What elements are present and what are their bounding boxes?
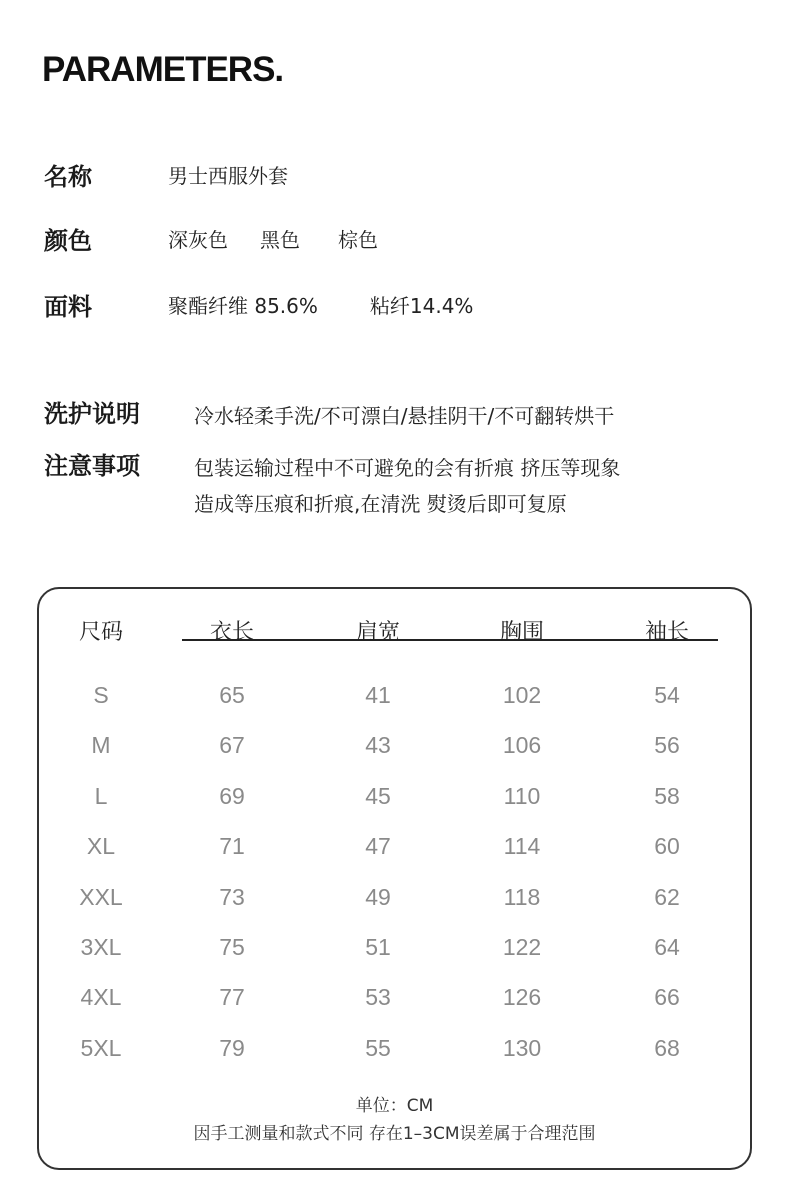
cell-size: 3XL (80, 934, 122, 960)
param-values-color (168, 224, 378, 253)
unit-note: 单位：CM (355, 1096, 434, 1116)
color-value-black: 黑色 (260, 227, 300, 252)
cell-size: XXL (79, 883, 123, 910)
cell-size: 5XL (80, 1034, 122, 1061)
page-title: PARAMETERS. (42, 50, 284, 89)
param-label-fabric: 面料 (44, 292, 92, 321)
header-chest: 胸围 (499, 620, 544, 645)
notice-line: 造成等压痕和折痕,在清洗 熨烫后即可复原 (194, 492, 567, 516)
care-line: 冷水轻柔手洗/不可漂白/悬挂阴干/不可翻转烘干 (194, 404, 615, 428)
cell-length: 75 (219, 934, 245, 960)
fabric-value-polyester: 聚酯纤维 85.6% (168, 293, 318, 318)
cell-shoulder: 43 (365, 732, 391, 759)
cell-length: 69 (219, 782, 245, 809)
cell-sleeve: 58 (654, 782, 680, 809)
cell-shoulder: 51 (365, 934, 391, 960)
cell-sleeve: 64 (654, 934, 680, 960)
cell-length: 71 (219, 833, 245, 860)
cell-size: M (91, 732, 111, 759)
cell-sleeve: 66 (654, 984, 680, 1011)
cell-sleeve: 60 (654, 833, 680, 860)
cell-sleeve: 62 (654, 883, 680, 910)
cell-size: XL (86, 833, 116, 860)
fabric-value-viscose: 粘纤14.4% (369, 293, 474, 318)
cell-size: L (94, 782, 108, 809)
param-label-name: 名称 (44, 162, 92, 191)
param-row-fabric (44, 284, 473, 324)
param-row-name (44, 154, 288, 194)
param-label-color: 颜色 (44, 226, 92, 255)
cell-shoulder: 55 (365, 1034, 391, 1061)
cell-shoulder: 49 (365, 883, 391, 910)
cell-length: 77 (219, 984, 245, 1011)
param-row-color (44, 218, 378, 258)
tolerance-note: 因手工测量和款式不同 存在1–3CM误差属于合理范围 (193, 1124, 596, 1144)
cell-chest: 102 (502, 682, 542, 708)
care-label: 洗护说明 (44, 400, 140, 428)
param-values-name (168, 160, 288, 189)
cell-shoulder: 53 (365, 984, 391, 1011)
cell-chest: 114 (503, 833, 541, 860)
cell-chest: 122 (502, 934, 542, 960)
cell-chest: 118 (503, 883, 541, 910)
cell-length: 73 (219, 883, 245, 910)
color-value-dark-gray: 深灰色 (168, 227, 228, 252)
notice-line: 包装运输过程中不可避免的会有折痕 挤压等现象 (194, 456, 621, 480)
notice-label: 注意事项 (44, 452, 140, 480)
color-value-brown: 棕色 (338, 227, 378, 252)
cell-chest: 130 (502, 1034, 542, 1061)
notice-section (44, 450, 620, 522)
cell-length: 65 (219, 682, 245, 708)
header-size: 尺码 (78, 620, 123, 645)
header-length: 衣长 (209, 620, 254, 645)
cell-size: 4XL (80, 984, 122, 1011)
cell-shoulder: 41 (365, 682, 391, 708)
param-values-fabric (168, 290, 473, 319)
cell-length: 67 (219, 732, 245, 759)
cell-chest: 106 (502, 732, 542, 759)
cell-sleeve: 68 (654, 1034, 680, 1061)
cell-chest: 110 (503, 782, 541, 809)
cell-sleeve: 56 (654, 732, 680, 759)
size-table (37, 587, 752, 1170)
cell-chest: 126 (502, 984, 542, 1011)
notice-text (194, 450, 620, 522)
header-sleeve: 袖长 (644, 620, 689, 645)
cell-sleeve: 54 (654, 682, 680, 708)
cell-size: S (93, 682, 109, 708)
care-text (194, 398, 614, 434)
param-value: 男士西服外套 (168, 163, 288, 188)
care-instructions (44, 398, 614, 434)
cell-shoulder: 45 (365, 782, 391, 809)
cell-length: 79 (219, 1034, 245, 1061)
cell-shoulder: 47 (365, 833, 391, 860)
header-shoulder: 肩宽 (355, 620, 400, 645)
